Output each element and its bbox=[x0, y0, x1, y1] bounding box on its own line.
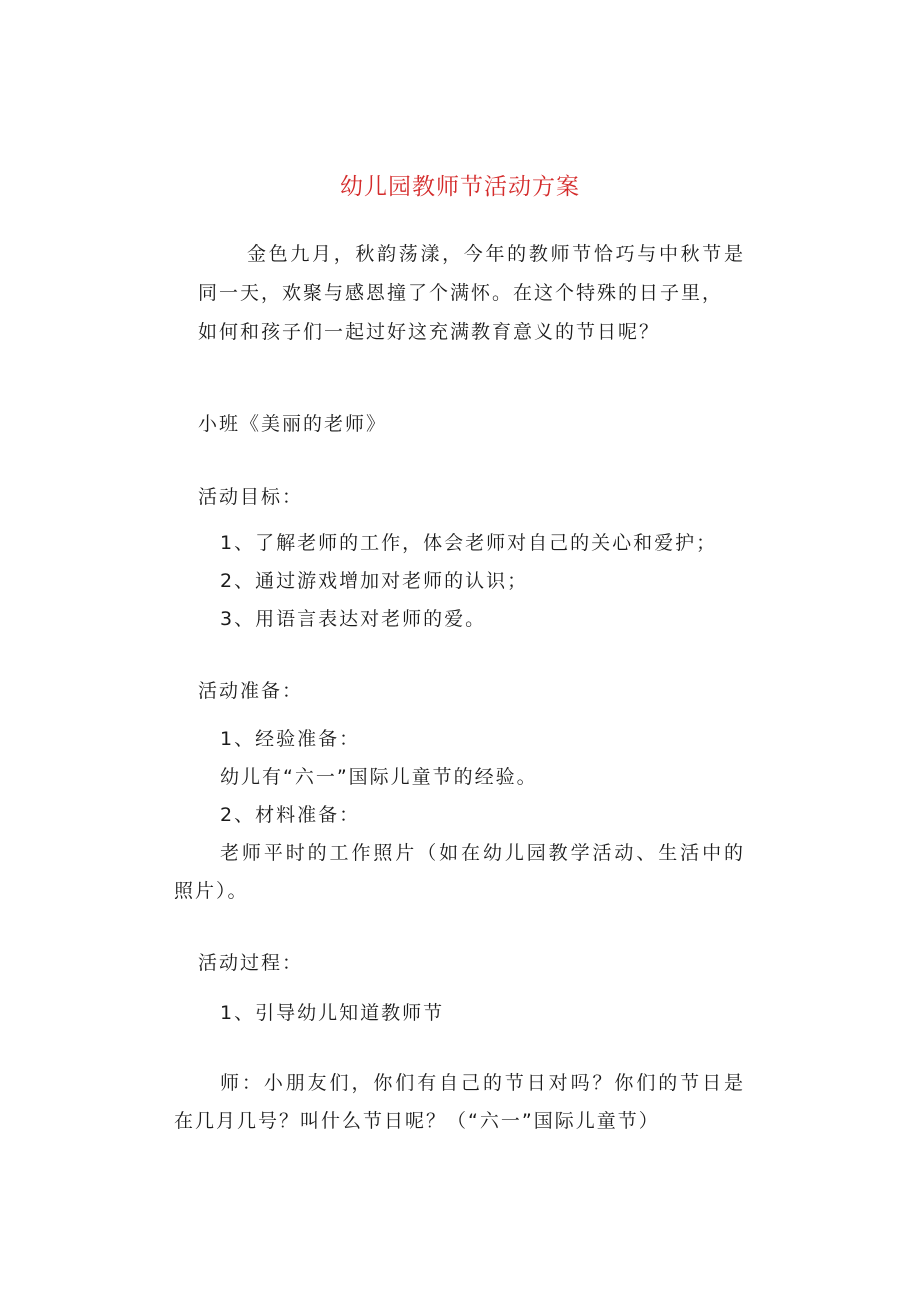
goal-item-2: 2、通过游戏增加对老师的认识； bbox=[220, 570, 529, 592]
document-title: 幼儿园教师节活动方案 bbox=[340, 174, 580, 200]
preparation-line-2: 幼儿有“六一”国际儿童节的经验。 bbox=[220, 766, 538, 788]
dialogue-line-2: 在几月几号？叫什么节日呢？（“六一”国际儿童节） bbox=[174, 1110, 660, 1132]
preparation-heading: 活动准备： bbox=[198, 680, 304, 702]
preparation-line-4: 老师平时的工作照片（如在幼儿园教学活动、生活中的 bbox=[220, 842, 745, 864]
intro-line-2: 同一天，欢聚与感恩撞了个满怀。在这个特殊的日子里， bbox=[198, 282, 724, 304]
process-step-1: 1、引导幼儿知道教师节 bbox=[220, 1002, 445, 1024]
process-heading: 活动过程： bbox=[198, 952, 304, 974]
preparation-line-3: 2、材料准备： bbox=[220, 804, 361, 826]
goals-heading: 活动目标： bbox=[198, 486, 304, 508]
intro-line-3: 如何和孩子们一起过好这充满教育意义的节日呢？ bbox=[198, 321, 661, 343]
section-heading: 小班《美丽的老师》 bbox=[198, 413, 388, 435]
preparation-line-1: 1、经验准备： bbox=[220, 728, 361, 750]
goal-item-1: 1、了解老师的工作，体会老师对自己的关心和爱护； bbox=[220, 532, 718, 554]
goal-item-3: 3、用语言表达对老师的爱。 bbox=[220, 608, 487, 630]
dialogue-line-1: 师：小朋友们，你们有自己的节日对吗？你们的节日是 bbox=[220, 1072, 745, 1094]
preparation-line-5: 照片）。 bbox=[174, 880, 249, 902]
intro-line-1: 金色九月，秋韵荡漾，今年的教师节恰巧与中秋节是 bbox=[247, 243, 745, 265]
